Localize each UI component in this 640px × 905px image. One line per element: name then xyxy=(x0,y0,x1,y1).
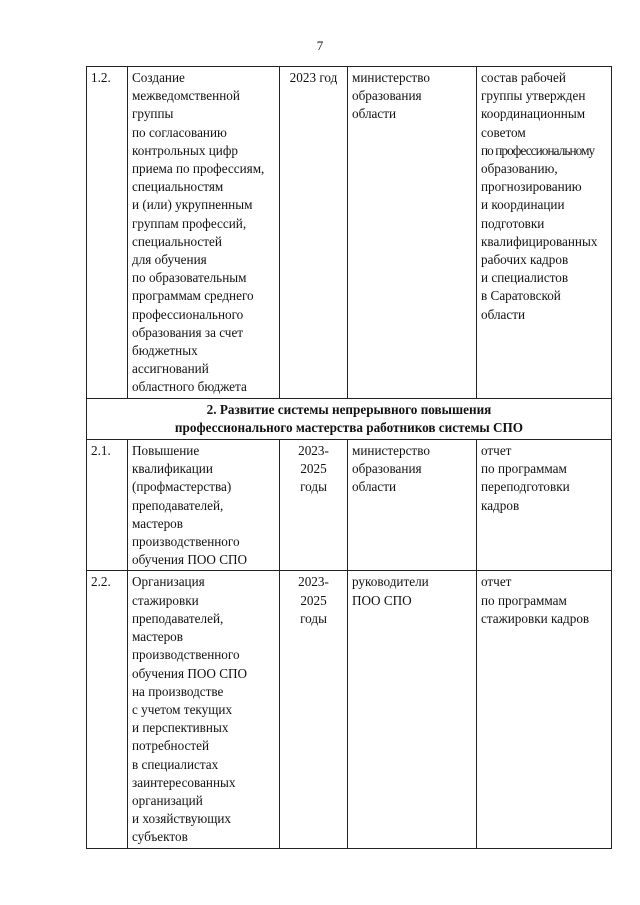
cell-text-line: приема по профессиям, xyxy=(132,161,265,177)
section-title xyxy=(87,398,612,439)
cell-text-line: и перспективных xyxy=(132,720,229,736)
cell-text-line: контрольных цифр xyxy=(132,142,238,158)
cell-text-line: стажировки кадров xyxy=(481,610,590,626)
term-cell xyxy=(280,67,348,399)
cell-text-line: области xyxy=(352,106,397,122)
cell-text-line: области xyxy=(352,479,397,495)
cell-text-line: 2023- xyxy=(298,574,329,590)
cell-text-line: прогнозированию xyxy=(481,179,582,195)
cell-text-line: группы xyxy=(132,106,174,122)
cell-text-line: и (или) укрупненным xyxy=(132,197,253,213)
cell-text-line: областного бюджета xyxy=(132,379,247,395)
cell-text-line: профессионального мастерства работников системы СПО xyxy=(174,419,524,435)
cell-text-line: подготовки xyxy=(481,215,545,231)
cell-text-line: по программам xyxy=(481,592,567,608)
cell-text-line: заинтересованных xyxy=(132,774,236,790)
cell-text-line: координационным xyxy=(481,106,586,122)
cell-text-line: ПОО СПО xyxy=(352,592,412,608)
page-number: 7 xyxy=(316,38,324,53)
cell-text-line: образования за счет xyxy=(132,324,244,340)
cell-text-line: 2025 xyxy=(300,461,327,477)
cell-text-line: 2025 xyxy=(300,592,327,608)
cell-text-line: для обучения xyxy=(132,252,207,268)
result-cell xyxy=(477,571,612,848)
cell-text-line: по профессиональному xyxy=(481,142,595,158)
measure-cell xyxy=(128,440,280,571)
cell-text-line: субъектов xyxy=(132,829,188,845)
cell-text-line: советом xyxy=(481,124,526,140)
cell-text-line: и координации xyxy=(481,197,565,213)
cell-text-line: группам профессий, xyxy=(132,215,247,231)
cell-text-line: 2. Развитие системы непрерывного повышения xyxy=(206,401,492,417)
cell-text-line: образования xyxy=(352,88,422,104)
cell-text-line: Создание xyxy=(132,70,185,85)
cell-text-line: 2023 год xyxy=(289,70,338,85)
measure-cell xyxy=(128,571,280,848)
cell-text-line: специальностей xyxy=(132,233,222,249)
cell-text-line: ассигнований xyxy=(132,361,209,377)
table-row xyxy=(87,440,612,571)
cell-text-line: 2023- xyxy=(298,443,329,459)
cell-text-line: мастеров xyxy=(132,515,183,531)
row-number-cell: 2.2. xyxy=(87,571,128,848)
cell-text-line: образования xyxy=(352,461,422,477)
cell-text-line: годы xyxy=(300,610,327,626)
cell-text-line: кадров xyxy=(481,497,520,513)
responsible-cell xyxy=(348,440,477,571)
cell-text-line: стажировки xyxy=(132,592,199,608)
cell-text-line: министерство xyxy=(352,70,430,85)
term-cell xyxy=(280,440,348,571)
section-header-row xyxy=(87,398,612,439)
cell-text-line: на производстве xyxy=(132,683,224,699)
result-cell xyxy=(477,67,612,399)
cell-text-line: обучения ПОО СПО xyxy=(132,665,248,681)
cell-text-line: области xyxy=(481,306,526,322)
cell-text-line: в Саратовской xyxy=(481,288,561,304)
cell-text-line: переподготовки xyxy=(481,479,570,495)
row-number-cell: 1.2. xyxy=(87,67,128,399)
cell-text-line: руководители xyxy=(352,574,429,590)
cell-text-line: Организация xyxy=(132,574,205,590)
cell-text-line: мастеров xyxy=(132,629,183,645)
cell-text-line: профессионального xyxy=(132,306,244,322)
cell-text-line: потребностей xyxy=(132,738,210,754)
cell-text-line: в специалистах xyxy=(132,756,219,772)
cell-text-line: квалифицированных xyxy=(481,233,598,249)
cell-text-line: министерство xyxy=(352,443,430,459)
row-number-cell: 2.1. xyxy=(87,440,128,571)
cell-text-line: квалификации xyxy=(132,461,213,477)
term-cell xyxy=(280,571,348,848)
cell-text-line: бюджетных xyxy=(132,343,198,359)
measure-cell xyxy=(128,67,280,399)
cell-text-line: преподавателей, xyxy=(132,610,224,626)
table-row xyxy=(87,67,612,399)
cell-text-line: отчет xyxy=(481,443,512,459)
cell-text-line: производственного xyxy=(132,534,240,550)
cell-text-line: и хозяйствующих xyxy=(132,811,232,827)
cell-text-line: годы xyxy=(300,479,327,495)
cell-text-line: (профмастерства) xyxy=(132,479,232,495)
action-plan-table xyxy=(86,66,612,849)
cell-text-line: рабочих кадров xyxy=(481,252,569,268)
cell-text-line: группы утвержден xyxy=(481,88,586,104)
cell-text-line: по образовательным xyxy=(132,270,247,286)
cell-text-line: преподавателей, xyxy=(132,497,224,513)
cell-text-line: производственного xyxy=(132,647,240,663)
cell-text-line: образованию, xyxy=(481,161,558,177)
table-row xyxy=(87,571,612,848)
result-cell xyxy=(477,440,612,571)
cell-text-line: обучения ПОО СПО xyxy=(132,552,248,568)
cell-text-line: межведомственной xyxy=(132,88,240,104)
responsible-cell xyxy=(348,571,477,848)
cell-text-line: и специалистов xyxy=(481,270,569,286)
cell-text-line: по согласованию xyxy=(132,124,227,140)
cell-text-line: состав рабочей xyxy=(481,70,566,85)
cell-text-line: программам среднего xyxy=(132,288,254,304)
cell-text-line: Повышение xyxy=(132,443,200,459)
cell-text-line: по программам xyxy=(481,461,567,477)
responsible-cell xyxy=(348,67,477,399)
cell-text-line: организаций xyxy=(132,792,203,808)
cell-text-line: специальностям xyxy=(132,179,224,195)
cell-text-line: с учетом текущих xyxy=(132,701,233,717)
cell-text-line: отчет xyxy=(481,574,512,590)
